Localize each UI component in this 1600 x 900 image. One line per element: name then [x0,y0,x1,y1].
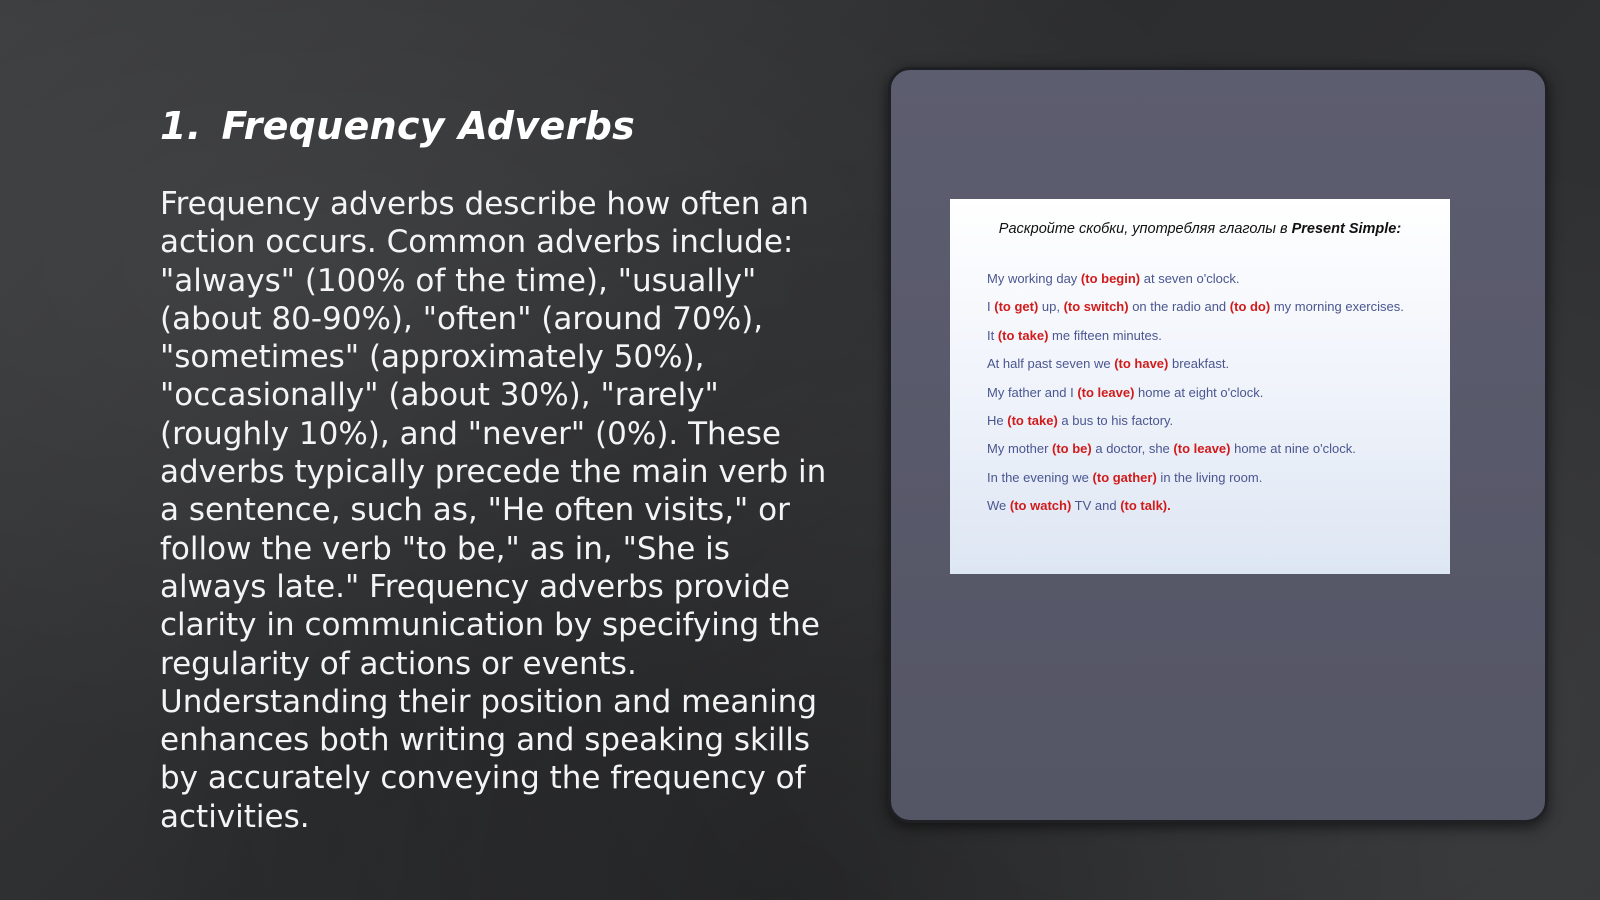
sentence-item [987,441,1404,469]
sentence-fragment: TV and [1071,498,1121,514]
title-number: 1. [160,104,202,148]
verb-prompt: (to get) [994,299,1039,315]
sentence-item [987,413,1404,441]
verb-prompt: (to begin) [1080,271,1141,286]
verb-prompt: (to do) [1229,299,1271,315]
sentence-fragment: In the evening we [987,469,1093,485]
sentence-fragment: up, [1038,299,1064,315]
sentence-item [987,299,1404,327]
verb-prompt: (to watch) [1009,498,1072,514]
sentence-item [987,271,1404,299]
sentence-item [987,328,1404,356]
sentence-fragment: home at nine o'clock. [1230,441,1356,457]
sentence-fragment: me fifteen minutes. [1048,327,1162,343]
sentence-fragment: in the living room. [1156,469,1263,485]
verb-prompt: (to have) [1114,356,1169,372]
instruction-tense: Present Simple: [1291,221,1402,237]
verb-prompt: (to gather) [1092,469,1157,485]
worksheet-instruction [950,221,1450,237]
sentence-fragment: home at eight o'clock. [1134,384,1264,400]
verb-prompt: (to leave) [1077,384,1135,400]
sentence-fragment: at seven o'clock. [1140,271,1240,286]
sentence-fragment: It [987,327,998,343]
sentence-fragment: a bus to his factory. [1057,412,1174,428]
sentence-fragment: my morning exercises. [1270,299,1404,315]
sentence-list [987,271,1404,527]
sentence-fragment: on the radio and [1128,299,1230,315]
sentence-item [987,356,1404,384]
sentence-item [987,385,1404,413]
sentence-fragment: My father and I [987,384,1078,400]
sentence-item [987,498,1404,526]
body-paragraph: Frequency adverbs describe how often an action occurs. Common adverbs include: "always" (100% of the time), "usually" (about 80-90%), "often" (around 70%), "sometimes" (approximately 50%), "occasionally" (about 30%), "rarely" (roughly 10%), and "never" (0%). These adverbs typically precede the main verb in a sentence, such as, "He often visits," or follow the verb "to be," as in, "She is always late." Frequency adverbs provide clarity in communication by specifying the regularity of actions or events. Understanding their position and meaning enhances both writing and speaking skills by accurately conveying the frequency of activities. [160,186,827,835]
sentence-fragment: a doctor, she [1091,441,1174,457]
verb-prompt: (to take) [1007,412,1058,428]
sentence-fragment: We [987,498,1010,514]
sentence-fragment: My mother [987,441,1053,457]
worksheet-image [950,199,1450,574]
verb-prompt: (to be) [1052,441,1092,457]
sentence-item [987,470,1404,498]
verb-prompt: (to talk). [1120,498,1171,514]
sentence-fragment: My working day [987,271,1081,286]
verb-prompt: (to take) [997,327,1049,343]
instruction-text: Раскройте скобки, употребляя глаголы в [998,221,1292,237]
slide-title [160,104,635,148]
title-text: Frequency Adverbs [221,104,636,148]
sentence-fragment: At half past seven we [987,356,1115,372]
verb-prompt: (to leave) [1173,441,1231,457]
sentence-fragment: breakfast. [1168,356,1230,372]
verb-prompt: (to switch) [1063,299,1129,315]
sentence-fragment: I [987,299,995,315]
sentence-fragment: He [987,412,1008,428]
